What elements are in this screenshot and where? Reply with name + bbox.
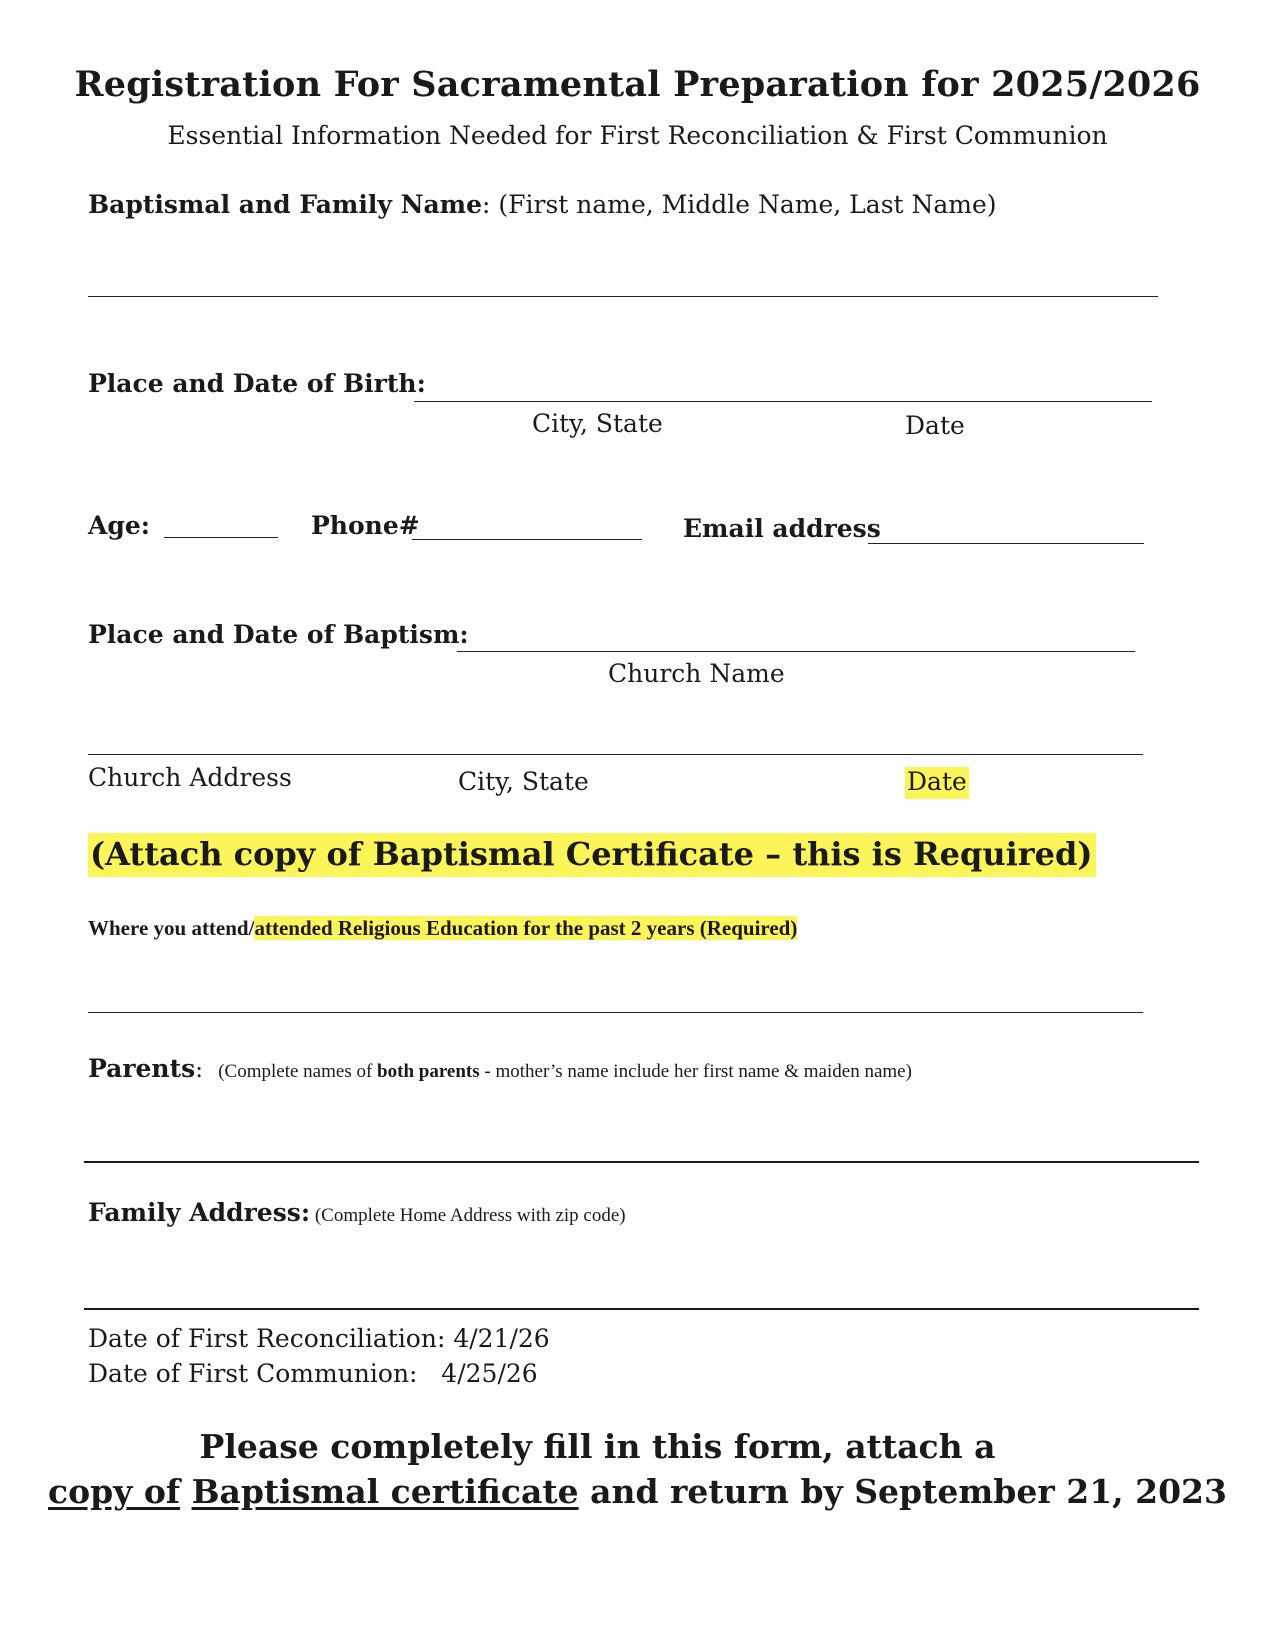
birth-date-caption: Date bbox=[905, 411, 965, 440]
baptismal-name-label: Baptismal and Family Name bbox=[88, 190, 483, 219]
baptism-address-field[interactable] bbox=[88, 754, 1143, 755]
religious-education-field[interactable] bbox=[88, 1012, 1143, 1013]
closing-line-1: Please completely fill in this form, attach a bbox=[199, 1427, 996, 1466]
baptism-date-caption: Date bbox=[905, 767, 969, 799]
birth-city-caption: City, State bbox=[532, 409, 663, 438]
family-address-row bbox=[88, 1198, 626, 1227]
closing-baptismal-certificate: Baptismal certificate bbox=[191, 1472, 579, 1511]
first-reconciliation-date: Date of First Reconciliation: 4/21/26 bbox=[88, 1324, 550, 1353]
email-label: Email address bbox=[683, 514, 881, 543]
closing-copy-of: copy of bbox=[48, 1472, 181, 1511]
baptismal-name-row bbox=[88, 190, 997, 219]
baptismal-name-colon: : bbox=[482, 190, 491, 219]
family-address-label: Family Address: bbox=[88, 1198, 311, 1227]
closing-return-by: and return by September 21, 2023 bbox=[578, 1472, 1227, 1511]
phone-field[interactable] bbox=[412, 539, 642, 540]
birth-field[interactable] bbox=[414, 401, 1152, 402]
baptism-label: Place and Date of Baptism: bbox=[88, 620, 469, 649]
religious-education-lead: Where you attend/ bbox=[88, 916, 255, 940]
closing-line-2 bbox=[0, 1472, 1275, 1511]
baptismal-name-field[interactable] bbox=[88, 296, 1158, 297]
religious-education-row bbox=[88, 916, 797, 941]
form-title: Registration For Sacramental Preparation for 2025/2026 bbox=[74, 64, 1201, 105]
form-subtitle: Essential Information Needed for First Reconciliation & First Communion bbox=[167, 121, 1108, 150]
parents-hint-after: - mother’s name include her first name & maiden name) bbox=[479, 1061, 912, 1082]
baptism-church-name-field[interactable] bbox=[457, 651, 1135, 652]
baptism-city-caption: City, State bbox=[458, 767, 589, 796]
family-address-hint: (Complete Home Address with zip code) bbox=[310, 1205, 626, 1226]
baptism-church-name-caption: Church Name bbox=[608, 659, 785, 688]
email-field[interactable] bbox=[868, 543, 1144, 544]
family-address-field[interactable] bbox=[84, 1308, 1199, 1310]
religious-education-highlight: attended Religious Education for the past 2 years (Required) bbox=[254, 916, 798, 940]
parents-hint-before: (Complete names of bbox=[218, 1061, 378, 1082]
age-field[interactable] bbox=[164, 537, 278, 538]
first-communion-date: Date of First Communion: 4/25/26 bbox=[88, 1359, 538, 1388]
age-label: Age: bbox=[88, 511, 151, 540]
phone-label: Phone# bbox=[311, 511, 420, 540]
baptismal-name-hint: (First name, Middle Name, Last Name) bbox=[490, 190, 997, 219]
certificate-required-notice: (Attach copy of Baptismal Certificate – this is Required) bbox=[88, 833, 1096, 877]
baptism-church-address-caption: Church Address bbox=[88, 763, 292, 792]
birth-label: Place and Date of Birth: bbox=[88, 369, 426, 398]
parents-colon: : bbox=[195, 1057, 203, 1083]
parents-hint-bold: both parents bbox=[377, 1061, 480, 1082]
parents-label: Parents bbox=[88, 1054, 196, 1083]
parents-field[interactable] bbox=[84, 1161, 1199, 1163]
parents-row bbox=[88, 1054, 912, 1083]
